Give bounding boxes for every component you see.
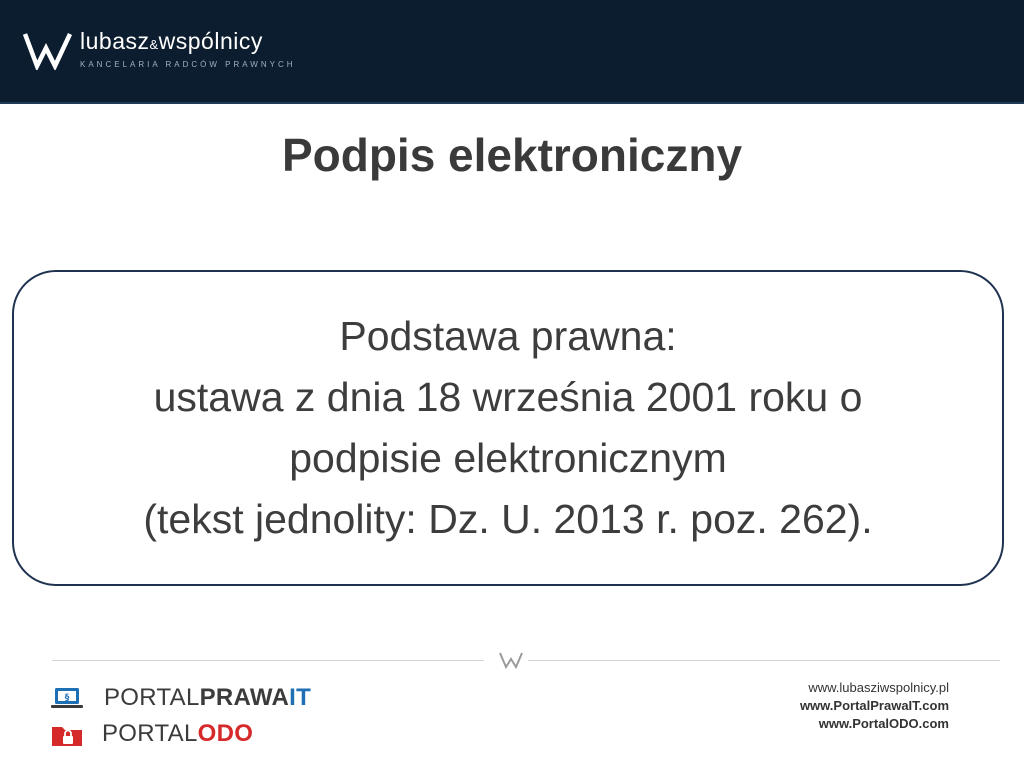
content-line-3: podpisie elektronicznym <box>289 435 727 481</box>
logo-name <box>80 28 263 55</box>
header-bar <box>0 0 1024 104</box>
content-line-4: (tekst jednolity: Dz. U. 2013 r. poz. 262). <box>143 496 873 542</box>
lw-small-logo-icon <box>498 651 524 669</box>
link-portalodo[interactable]: www.PortalODO.com <box>818 716 949 731</box>
divider-line-right <box>528 660 1000 661</box>
link-portalprawait[interactable]: www.PortalPrawaIT.com <box>799 698 949 713</box>
folder-lock-icon <box>50 722 84 748</box>
link-lubasz[interactable]: www.lubasziwspolnicy.pl <box>808 680 949 695</box>
laptop-paragraph-icon <box>50 686 84 712</box>
svg-text:§: § <box>64 693 70 703</box>
portal-odo-part2: ODO <box>197 720 254 747</box>
logo-name-main: lubasz <box>80 28 150 54</box>
lw-logo-icon <box>22 30 74 70</box>
footer-links <box>800 679 949 733</box>
portal-prawait-logo[interactable] <box>104 684 311 712</box>
portal-odo-logo[interactable] <box>102 720 253 748</box>
portal-prawait-part1: PORTAL <box>104 684 200 711</box>
divider-line-left <box>52 660 484 661</box>
content-line-2: ustawa z dnia 18 września 2001 roku o <box>153 374 863 420</box>
portal-prawait-part2: PRAWA <box>199 684 290 711</box>
content-box <box>12 270 1004 586</box>
portal-odo-part1: PORTAL <box>102 720 198 747</box>
logo-name-rest: wspólnicy <box>158 28 263 54</box>
portal-prawait-part3: IT <box>289 684 312 711</box>
slide-title: Podpis elektroniczny <box>281 129 743 181</box>
logo-subtitle: KANCELARIA RADCÓW PRAWNYCH <box>80 60 296 69</box>
content-line-1: Podstawa prawna: <box>339 313 677 359</box>
logo-ampersand: & <box>149 37 159 52</box>
